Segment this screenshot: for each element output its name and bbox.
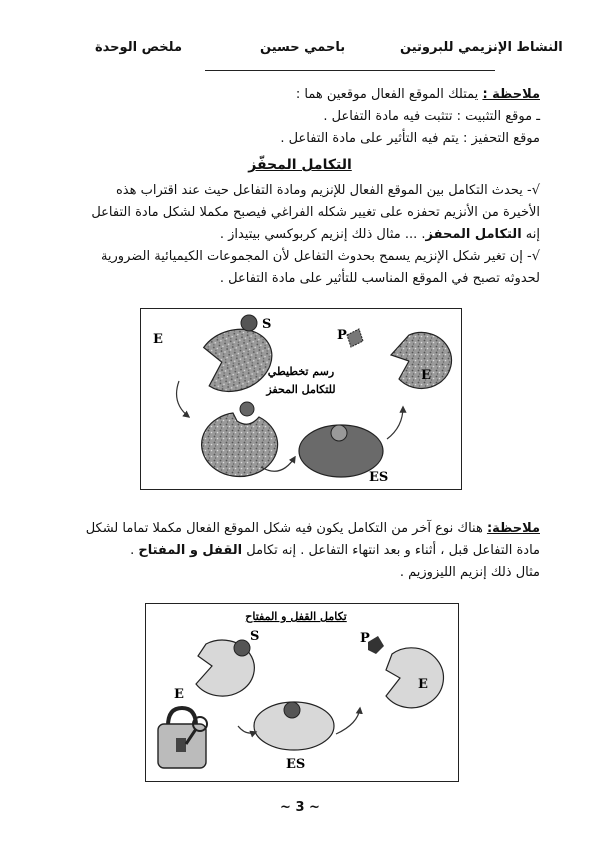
note2-line2-pre: مادة التفاعل قبل ، أثناء و بعد انتهاء التفاعل . إنه تكامل: [242, 543, 540, 558]
substrate-shape: [241, 315, 257, 331]
induced-line1: √- يحدث التكامل بين الموقع الفعال للإنزيم ومادة التفاعل حيث عند اقتراب هذه: [116, 183, 540, 198]
induced-line4: √- إن تغير شكل الإنزيم يسمح بحدوث التفاعل لأن المجموعات الكيميائية الضرورية: [100, 249, 540, 264]
label-e1: E: [153, 332, 163, 347]
fig2-label-e1: E: [174, 687, 184, 702]
label-e2: E: [421, 368, 431, 383]
induced-fit-keyword: التكامل المحفز: [425, 227, 522, 242]
product-shape: [347, 329, 363, 347]
note1-line3: موقع التحفيز : يتم فيه التأثير على مادة التفاعل .: [280, 131, 540, 146]
fig2-title: تكامل القفل و المفتاح: [245, 610, 347, 623]
unit-summary: ملخص الوحدة: [95, 40, 183, 55]
induced-line3: [60, 224, 540, 246]
fig2-label-s: S: [250, 629, 260, 644]
induced-line2: الأخيرة من الأنزيم تحفزه على تغيير شكله الفراغي فيصبح مكملا لشكل مادة التفاعل: [91, 205, 540, 220]
note2-block: [60, 518, 540, 584]
induced-fit-block: [60, 180, 540, 290]
padlock-icon: [158, 708, 207, 768]
note1-block: [60, 84, 540, 150]
author-name: باحمي حسين: [260, 40, 346, 55]
enzyme-shape-right: [386, 648, 443, 708]
note2-line2-post: .: [130, 543, 139, 558]
product-shape: [368, 636, 384, 654]
label-p: P: [337, 328, 347, 343]
enzyme-changing-shape: [202, 413, 278, 477]
fig2-label-e2: E: [418, 677, 428, 692]
note1-line2: ـ موقع التثبيت : تتثبت فيه مادة التفاعل .: [323, 109, 540, 124]
fig1-caption-1: رسم تخطيطي: [267, 365, 335, 378]
induced-line3-pre: إنه: [521, 227, 540, 242]
bound-substrate: [284, 702, 300, 718]
substrate-shape: [234, 640, 250, 656]
lock-key-figure: [145, 603, 459, 782]
induced-line5: لحدوثه تصبح في الموقع المناسب للتأثير على مادة التفاعل .: [219, 271, 540, 286]
header-divider: [205, 70, 495, 71]
lock-key-diagram: [146, 604, 458, 781]
fig2-label-es: ES: [286, 757, 306, 772]
fig2-label-p: P: [360, 631, 370, 646]
induced-fit-diagram: [141, 309, 461, 489]
note1-label: ملاحظة :: [482, 87, 540, 102]
note2-line1: هناك نوع آخر من التكامل يكون فيه شكل الموقع الفعال مكملا تماما لشكل: [85, 521, 487, 536]
note1-text: يمتلك الموقع الفعال موقعين هما :: [295, 87, 483, 102]
substrate-approach: [240, 402, 254, 416]
label-s: S: [262, 317, 272, 332]
note2-line3: مثال ذلك إنزيم الليزوزيم .: [399, 565, 540, 580]
induced-fit-figure: [140, 308, 462, 490]
fig1-caption-2: للتكامل المحفز: [266, 383, 336, 396]
bound-substrate: [331, 425, 347, 441]
lock-key-keyword: القفل و المفتاح: [138, 543, 243, 558]
label-es: ES: [369, 470, 389, 485]
section-title: التكامل المحفّز: [248, 157, 352, 173]
note2-label: ملاحظة:: [486, 521, 540, 536]
induced-line3-post: . ... مثال ذلك إنزيم كربوكسي بيتيداز .: [219, 227, 426, 242]
note2-line2: [60, 540, 540, 562]
doc-title: النشاط الإنزيمي للبروتين: [400, 40, 563, 55]
page-number: ~ 3 ~: [280, 800, 320, 815]
